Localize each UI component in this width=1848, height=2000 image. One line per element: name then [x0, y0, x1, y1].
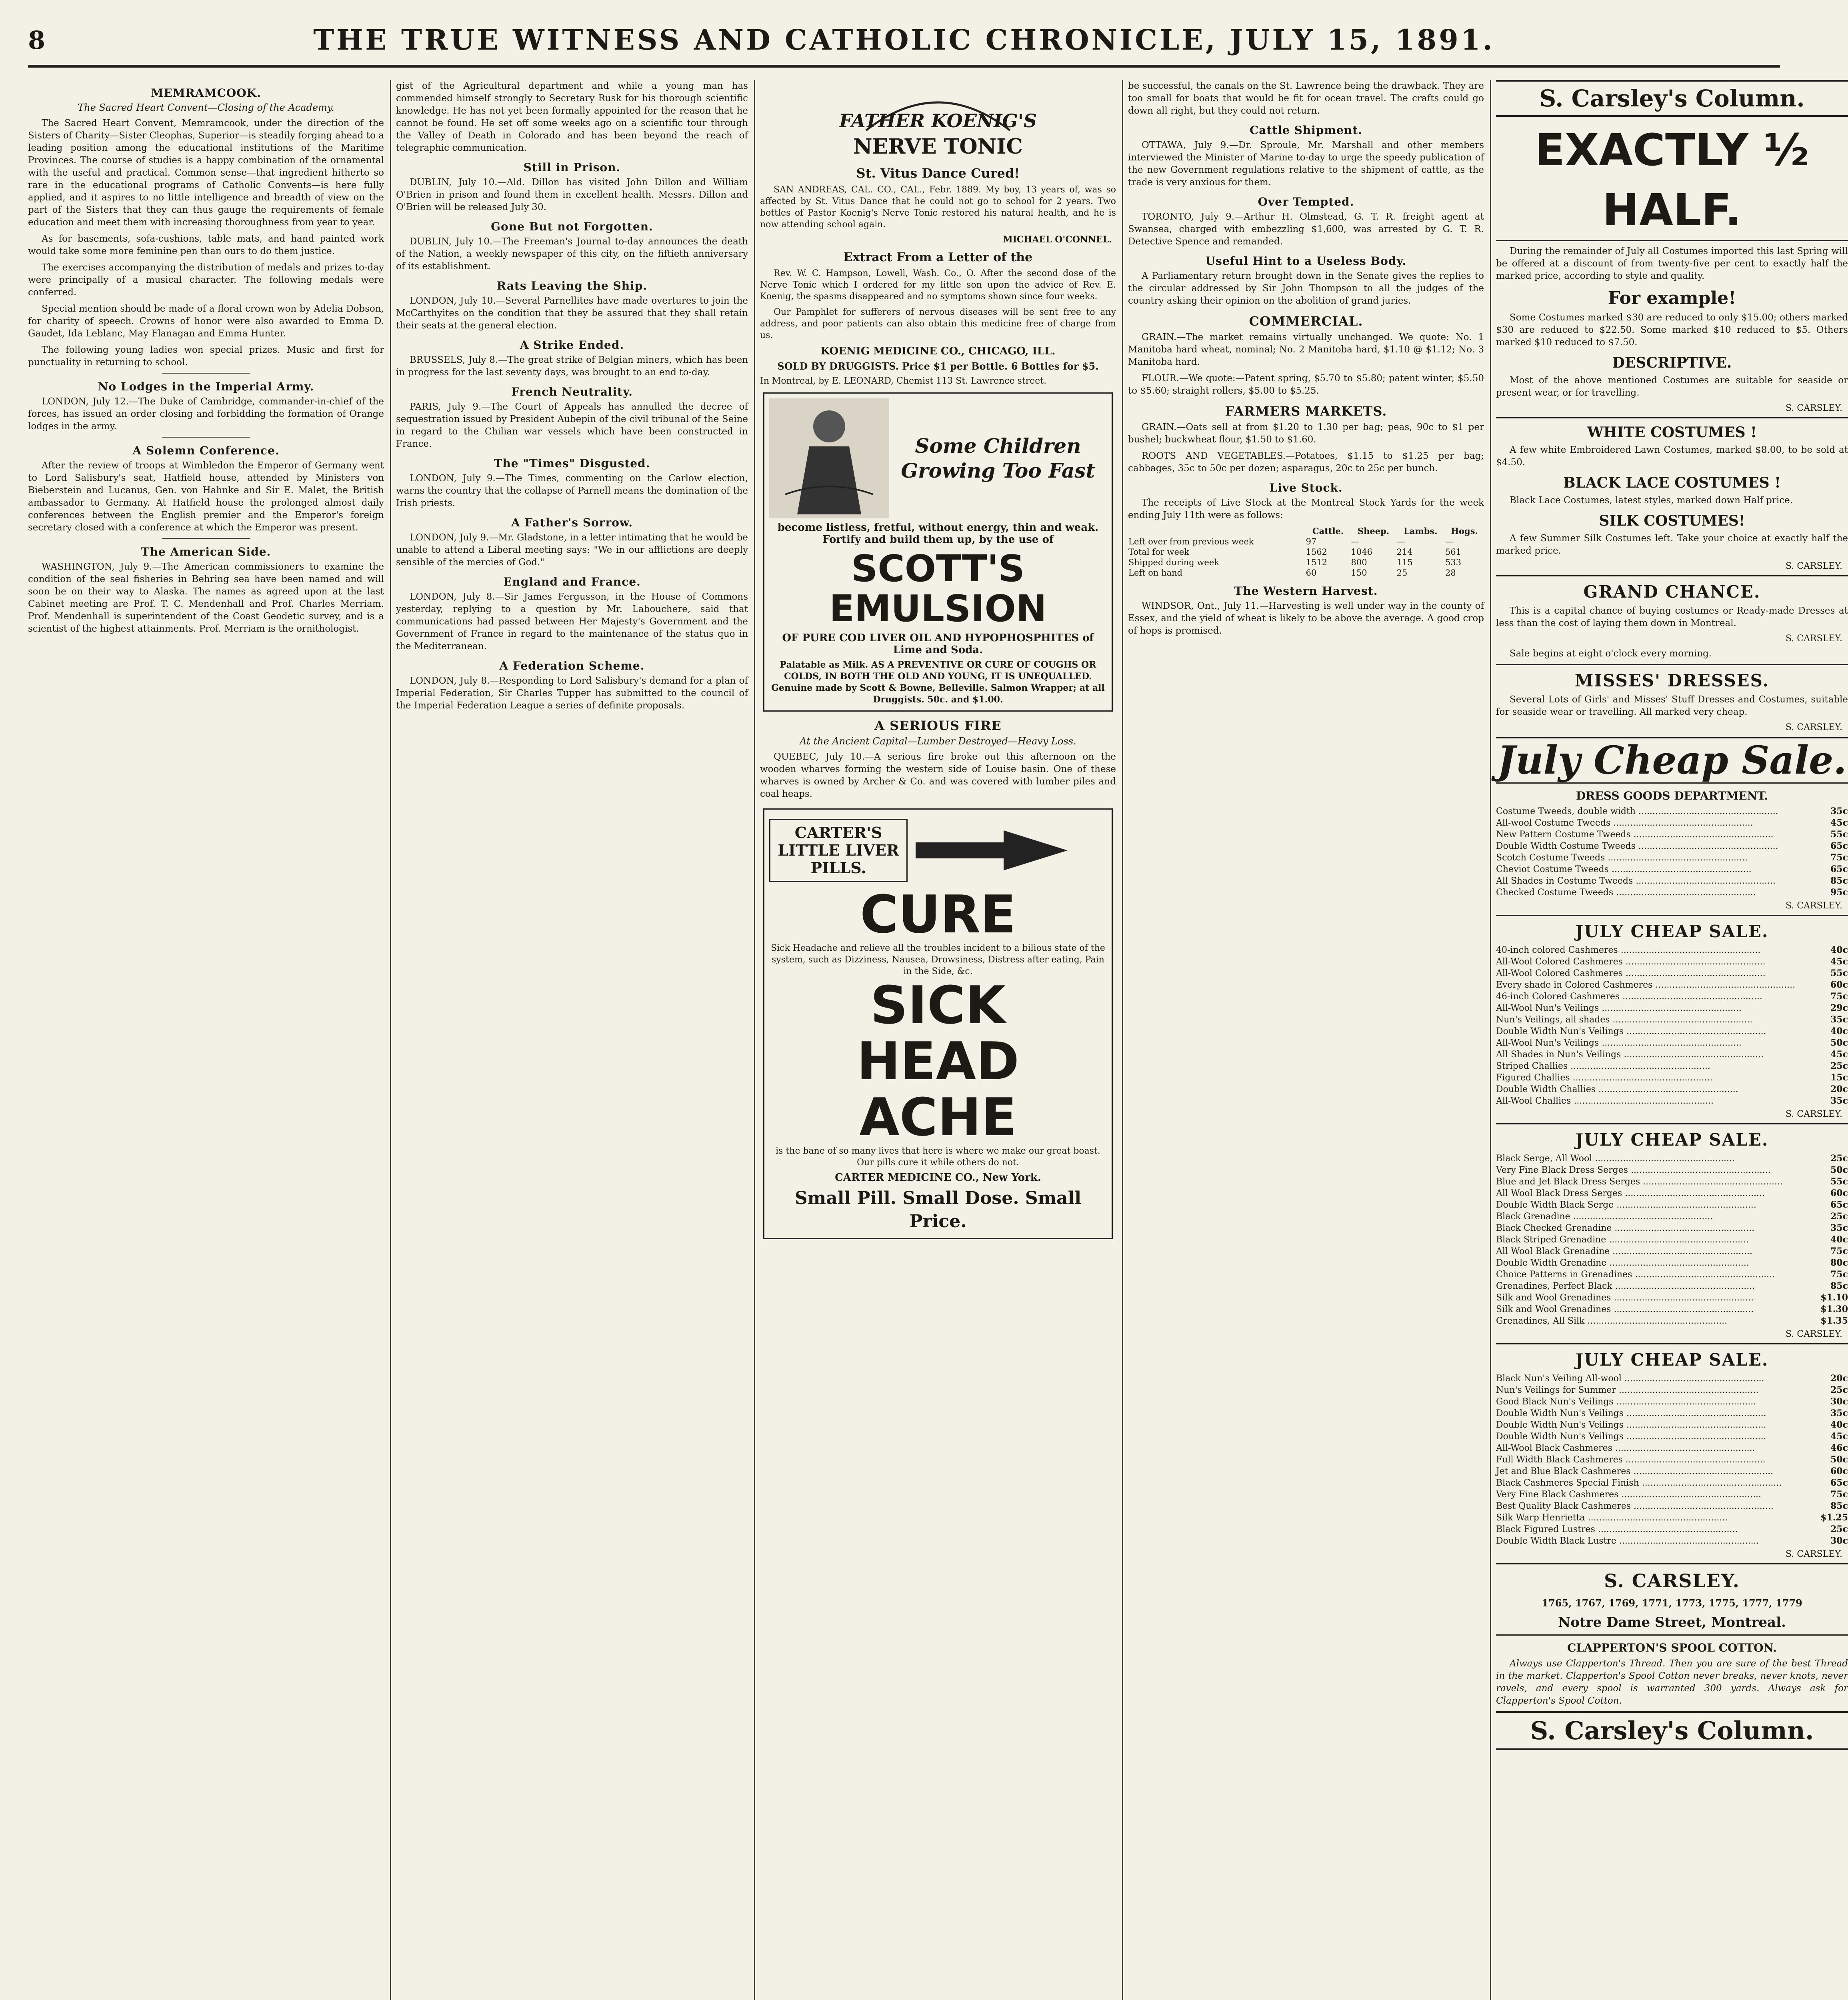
article-heading: A Federation Scheme. [499, 659, 645, 672]
list-item: Grenadines, All Silk ..... $1.35 [1496, 1315, 1848, 1327]
list-item: Every shade in Colored Cashmeres ..... 60c [1496, 979, 1848, 991]
article-text: The receipts of Live Stock at the Montreal Stock Yards for the week ending July 11th were as follows: [1128, 498, 1484, 520]
store-street: Notre Dame Street, Montreal. [1558, 1614, 1786, 1630]
article-text: QUEBEC, July 10.—A serious fire broke out this afternoon on the wooden wharves forming the western side of Louise basin. One of these wharves is owned by Archer & Co. and was covered with lumber piles and coal heaps. [760, 752, 1116, 799]
ad-text: This is a capital chance of buying costumes or Ready-made Dresses at less than the cost of laying them down in Montreal. [1496, 606, 1848, 628]
nerve-tonic-logo-icon [839, 82, 1037, 162]
article-heading: French Neutrality. [511, 385, 633, 398]
list-item: Double Width Nun's Veilings ..... 45c [1496, 1431, 1848, 1442]
ad-heading: WHITE COSTUMES ! [1587, 424, 1757, 441]
article-heading: Gone But not Forgotten. [491, 220, 653, 233]
ad-text: become listless, fretful, without energy, thin and weak. Fortify and build them up, by the use of [777, 522, 1099, 546]
ad-company: KOENIG MEDICINE CO., CHICAGO, ILL. [820, 345, 1056, 357]
store-name: S. CARSLEY. [1604, 1570, 1740, 1592]
ad-brand: SCOTT'S EMULSION [829, 547, 1047, 630]
column-5 [1496, 80, 1848, 2000]
ad-headline: Extract From a Letter of the [843, 250, 1033, 264]
list-item: All Shades in Costume Tweeds ..... 85c [1496, 875, 1848, 887]
ad-signature: S. CARSLEY. [1786, 561, 1842, 571]
price-list [1496, 1153, 1848, 1327]
article-heading: MEMRAMCOOK. [151, 86, 261, 100]
list-item: Silk and Wool Grenadines ..... $1.10 [1496, 1292, 1848, 1304]
list-item: Scotch Costume Tweeds ..... 75c [1496, 852, 1848, 864]
price-list [1496, 1373, 1848, 1547]
list-item: Grenadines, Perfect Black ..... 85c [1496, 1280, 1848, 1292]
exactly-half-banner: EXACTLY ½ HALF. [1496, 120, 1848, 241]
list-item: Black Checked Grenadine ..... 35c [1496, 1222, 1848, 1234]
ad-heading: JULY CHEAP SALE. [1575, 1350, 1769, 1370]
article-heading: The "Times" Disgusted. [494, 457, 650, 470]
article-heading: No Lodges in the Imperial Army. [98, 380, 314, 393]
table-header: Hogs. [1451, 526, 1478, 536]
ad-heading: BLACK LACE COSTUMES ! [1563, 474, 1781, 491]
list-item: 46-inch Colored Cashmeres ..... 75c [1496, 991, 1848, 1002]
list-item: All Wool Black Dress Serges ..... 60c [1496, 1188, 1848, 1199]
article-text: DUBLIN, July 10.—The Freeman's Journal to-day announces the death of the Nation, a weekly newspaper of this city, on the fiftieth anniversary of its establishment. [396, 236, 748, 272]
article-text: DUBLIN, July 10.—Ald. Dillon has visited John Dillon and William O'Brien in prison and found them in excellent health. Messrs. Dillon and O'Brien will be released July 30. [396, 177, 748, 212]
ad-text: A few white Embroidered Lawn Costumes, marked $8.00, to be sold at $4.50. [1496, 445, 1848, 468]
ad-heading: CLAPPERTON'S SPOOL COTTON. [1567, 1641, 1777, 1654]
list-item: All Wool Black Grenadine ..... 75c [1496, 1246, 1848, 1257]
list-item: Very Fine Black Cashmeres ..... 75c [1496, 1489, 1848, 1500]
column-4 [1128, 80, 1484, 2000]
article-text: WASHINGTON, July 9.—The American commissioners to examine the condition of the seal fisheries in Behring sea have been named and will soon be on their way to Alaska. The names as agreed upon at the last Cabinet meeting are Prof. T. C. Mendenhall and Prof. Charles Merriam. Prof. Mendenhall is superintendent of the Coast Geodetic survey, and is a scientist of the highest attainments. Prof. Merriam is the ornithologist. [28, 562, 384, 634]
list-item: Nun's Veilings, all shades ..... 35c [1496, 1014, 1848, 1026]
table-header: Cattle. [1312, 526, 1344, 536]
ad-footer: Small Pill. Small Dose. Small Price. [794, 1188, 1082, 1232]
list-item: Nun's Veilings for Summer ..... 25c [1496, 1384, 1848, 1396]
ad-heading: SILK COSTUMES! [1599, 512, 1745, 529]
list-item: Silk Warp Henrietta ..... $1.25 [1496, 1512, 1848, 1524]
ad-word: SICK [870, 975, 1006, 1036]
list-item: Double Width Grenadine ..... 80c [1496, 1257, 1848, 1269]
article-text: WINDSOR, Ont., July 11.—Harvesting is well under way in the county of Essex, and the yield of wheat is likely to be above the average. A good crop of hops is promised. [1128, 601, 1484, 636]
price-list [1496, 806, 1848, 898]
list-item: Black Cashmeres Special Finish ..... 65c [1496, 1477, 1848, 1489]
column-1 [28, 80, 384, 2000]
article-heading: England and France. [503, 575, 641, 588]
list-item: Very Fine Black Dress Serges ..... 50c [1496, 1164, 1848, 1176]
article-text: PARIS, July 9.—The Court of Appeals has annulled the decree of sequestration issued by President Aubepin of the civil tribunal of the Seine in regard to the Chilian war vessels which have been constructed in France. [396, 402, 748, 449]
list-item: New Pattern Costume Tweeds ..... 55c [1496, 829, 1848, 840]
divider [162, 437, 250, 438]
ad-text: Sick Headache and relieve all the troubles incident to a bilious state of the system, such as Dizziness, Nausea, Drowsiness, Distress after eating, Pain in the Side, &c. [771, 943, 1105, 976]
section-heading: COMMERCIAL. [1249, 314, 1363, 329]
article-text: LONDON, July 9.—Mr. Gladstone, in a letter intimating that he would be unable to attend a Liberal meeting says: "We in our afflictions are deeply sensible of the mercies of God." [396, 532, 748, 568]
ad-text: OF PURE COD LIVER OIL AND HYPOPHOSPHITES of Lime and Soda. [782, 632, 1094, 656]
article-text: LONDON, July 10.—Several Parnellites have made overtures to join the McCarthyites on the condition that they be assured that they shall retain their seats at the general election. [396, 296, 748, 331]
column-2 [396, 80, 748, 2000]
ad-heading: DRESS GOODS DEPARTMENT. [1576, 789, 1768, 802]
article-text: LONDON, July 8.—Sir James Fergusson, in the House of Commons yesterday, replying to a question by Mr. Labouchere, said that communications had passed between Her Majesty's Government and the Government of France in regard to the maintenance of the status quo in the Mediterranean. [396, 592, 748, 652]
ad-heading: For example! [1608, 288, 1736, 308]
ad-signature: S. CARSLEY. [1786, 403, 1842, 413]
article-heading: A Father's Sorrow. [511, 516, 633, 529]
store-street-numbers: 1765, 1767, 1769, 1771, 1773, 1775, 1777, 1779 [1542, 1597, 1802, 1609]
article-text: be successful, the canals on the St. Lawrence being the drawback. They are too small for boats that would be fit for ocean travel. The crafts could go down all right, but they could not return. [1128, 81, 1484, 116]
list-item: Striped Challies ..... 25c [1496, 1060, 1848, 1072]
article-text: The Sacred Heart Convent, Memramcook, under the direction of the Sisters of Charity—Sister Cleophas, Superior—is steadily forging ahead to a leading position among the educational institutions of the Maritime Provinces. The course of studies is a happy combination of the ornamental with the useful and practical. Common sense—that ingredient hitherto so rare in the educational programs of Catholic Convents—is here fully applied, and it aspires to no little intelligence and breadth of view on the part of the Sisters that they can thus gauge the requirements of female education and meet them with increasing thoroughness from year to year. [28, 118, 384, 228]
article-text: BRUSSELS, July 8.—The great strike of Belgian miners, which has been in progress for the last seventy days, was brought to an end to-day. [396, 355, 748, 378]
table-header: Sheep. [1357, 526, 1390, 536]
article-subheading: At the Ancient Capital—Lumber Destroyed—Heavy Loss. [800, 736, 1076, 747]
market-text: ROOTS AND VEGETABLES.—Potatoes, $1.15 to $1.25 per bag; cabbages, 35c to 50c per dozen; asparagus, 20c to 25c per bunch. [1128, 451, 1484, 474]
list-item: Blue and Jet Black Dress Serges ..... 55c [1496, 1176, 1848, 1188]
article-heading: Over Tempted. [1258, 195, 1354, 208]
masthead-rule [28, 65, 1780, 68]
article-heading: Rats Leaving the Ship. [496, 279, 648, 292]
list-item: Checked Costume Tweeds ..... 95c [1496, 887, 1848, 898]
column-divider [1122, 80, 1123, 2000]
ad-headline: Some Children Growing Too Fast [901, 434, 1095, 482]
list-item: Double Width Challies ..... 20c [1496, 1084, 1848, 1095]
list-item: Black Striped Grenadine ..... 40c [1496, 1234, 1848, 1246]
article-text: The exercises accompanying the distribution of medals and prizes to-day were principally of a musical character. The following medals were conferred. [28, 262, 384, 298]
list-item: Best Quality Black Cashmeres ..... 85c [1496, 1500, 1848, 1512]
table-row: Total for week 1562 1046 214 561 [1128, 547, 1462, 557]
list-item: Black Figured Lustres ..... 25c [1496, 1524, 1848, 1535]
list-item: All-Wool Colored Cashmeres ..... 55c [1496, 968, 1848, 979]
child-illustration-icon [769, 398, 889, 518]
list-item: All Shades in Nun's Veilings ..... 45c [1496, 1049, 1848, 1060]
market-text: FLOUR.—We quote:—Patent spring, $5.70 to $5.80; patent winter, $5.50 to $5.60; straight rollers, $5.00 to $5.25. [1128, 373, 1484, 396]
list-item: All-Wool Colored Cashmeres ..... 45c [1496, 956, 1848, 968]
list-item: Black Serge, All Wool ..... 25c [1496, 1153, 1848, 1164]
ad-company: CARTER MEDICINE CO., New York. [835, 1172, 1041, 1184]
newspaper-title: THE TRUE WITNESS AND CATHOLIC CHRONICLE, JULY 15, 1891. [313, 23, 1495, 56]
ad-text: Several Lots of Girls' and Misses' Stuff Dresses and Costumes, suitable for seaside wear or travelling. All marked very cheap. [1496, 694, 1848, 717]
list-item: Black Nun's Veiling All-wool ..... 20c [1496, 1373, 1848, 1384]
article-heading: Still in Prison. [523, 161, 621, 174]
svg-text:NERVE TONIC: NERVE TONIC [853, 134, 1023, 159]
ad-heading: MISSES' DRESSES. [1574, 671, 1770, 690]
nerve-tonic-advertisement [760, 82, 1116, 387]
section-heading: FARMERS MARKETS. [1225, 404, 1387, 419]
article-heading: The American Side. [141, 545, 271, 558]
table-header: Lambs. [1404, 526, 1438, 536]
list-item: Double Width Nun's Veilings ..... 35c [1496, 1408, 1848, 1419]
article-heading: A SERIOUS FIRE [874, 718, 1002, 733]
ad-signature: MICHAEL O'CONNEL. [1003, 234, 1112, 245]
list-item: Double Width Black Serge ..... 65c [1496, 1199, 1848, 1211]
divider [162, 373, 250, 374]
ad-text: Sale begins at eight o'clock every morning. [1510, 648, 1712, 659]
list-item: Double Width Black Lustre ..... 30c [1496, 1535, 1848, 1547]
ad-heading: JULY CHEAP SALE. [1575, 922, 1769, 941]
ad-signature: S. CARSLEY. [1786, 1109, 1842, 1119]
svg-text:FATHER KOENIG'S: FATHER KOENIG'S [839, 110, 1037, 132]
ad-text: During the remainder of July all Costumes imported this last Spring will be offered at a discount of from twenty-five per cent to exactly half the marked price, according to style and quality. [1496, 246, 1848, 281]
article-heading: The Western Harvest. [1234, 584, 1378, 598]
ad-text: Our Pamphlet for sufferers of nervous diseases will be sent free to any address, and poor patients can also obtain this medicine free of charge from us. [760, 307, 1116, 340]
list-item: Full Width Black Cashmeres ..... 50c [1496, 1454, 1848, 1466]
article-text: LONDON, July 12.—The Duke of Cambridge, commander-in-chief of the forces, has issued an order closing and forbidding the formation of Orange lodges in the army. [28, 396, 384, 432]
article-heading: Useful Hint to a Useless Body. [1205, 254, 1407, 268]
list-item: All-Wool Challies ..... 35c [1496, 1095, 1848, 1107]
list-item: All-Wool Black Cashmeres ..... 46c [1496, 1442, 1848, 1454]
ad-word: HEAD [856, 1031, 1020, 1092]
article-text: The following young ladies won special prizes. Music and first for punctuality in returning to school. [28, 345, 384, 368]
ad-agent: In Montreal, by E. LEONARD, Chemist 113 St. Lawrence street. [760, 376, 1047, 386]
article-text: As for basements, sofa-cushions, table mats, and hand painted work would take some more feminine pen than ours to do them justice. [28, 234, 384, 256]
ad-signature: S. CARSLEY. [1786, 722, 1842, 732]
ad-headline: St. Vitus Dance Cured! [856, 166, 1020, 181]
article-text: TORONTO, July 9.—Arthur H. Olmstead, G. T. R. freight agent at Swansea, charged with embezzling $1,600, was arrested by G. T. R. Detective Spence and remanded. [1128, 212, 1484, 247]
ad-heading: GRAND CHANCE. [1583, 582, 1761, 602]
livestock-table [1128, 526, 1484, 578]
list-item: Silk and Wool Grenadines ..... $1.30 [1496, 1304, 1848, 1315]
page-number: 8 [28, 26, 46, 55]
column-divider [1490, 80, 1491, 2000]
pointing-hand-icon [908, 814, 1076, 886]
market-text: GRAIN.—Oats sell at from $1.20 to 1.30 per bag; peas, 90c to $1 per bushel; buckwheat flour, $1.50 to $1.60. [1128, 422, 1484, 445]
article-heading: Cattle Shipment. [1250, 124, 1362, 137]
list-item: Good Black Nun's Veilings ..... 30c [1496, 1396, 1848, 1408]
ad-word: ACHE [859, 1087, 1017, 1148]
ad-price: SOLD BY DRUGGISTS. Price $1 per Bottle. 6 Bottles for $5. [777, 360, 1099, 372]
carters-pills-advertisement [763, 808, 1113, 1239]
list-item: Costume Tweeds, double width ..... 35c [1496, 806, 1848, 817]
table-row: Left on hand 60 150 25 28 [1128, 568, 1456, 578]
market-text: GRAIN.—The market remains virtually unchanged. We quote: No. 1 Manitoba hard wheat, nominal; No. 2 Manitoba hard, $1.10 @ $1.12; No. 3 Manitoba hard. [1128, 332, 1484, 367]
carsley-column-footer: S. Carsley's Column. [1496, 1711, 1848, 1750]
article-text: OTTAWA, July 9.—Dr. Sproule, Mr. Marshall and other members interviewed the Minister of Marine to-day to urge the speedy publication of the new Government regulations relative to the shipment of cattle, as the trade is very anxious for them. [1128, 140, 1484, 188]
article-subheading: The Sacred Heart Convent—Closing of the Academy. [78, 102, 334, 113]
ad-brand: CARTER'S LITTLE LIVER PILLS. [769, 819, 908, 882]
article-text: Special mention should be made of a floral crown won by Adelia Dobson, for charity of speech. Crowns of honor were also awarded to Emma D. Gaudet, Ida Leblanc, May Flanagan and Emma Hunter. [28, 304, 384, 339]
article-text: After the review of troops at Wimbledon the Emperor of Germany went to Lord Salisbury's seat, Hatfield house, attended by Ministers von Bieberstein and Lucanus, Gen. von Hahnke and Sir E. Malet, the British ambassador to Germany. At Hatfield house the prolonged almost daily conferences between the English premier and the Emperor's foreign secretary closed with a conference at which the Emperor was present. [28, 460, 384, 533]
ad-signature: S. CARSLEY. [1786, 1329, 1842, 1339]
ad-word: CURE [860, 884, 1016, 945]
ad-text: Black Lace Costumes, latest styles, marked down Half price. [1510, 495, 1793, 506]
list-item: Double Width Nun's Veilings ..... 40c [1496, 1419, 1848, 1431]
table-row: Shipped during week 1512 800 115 533 [1128, 558, 1462, 567]
list-item: Double Width Nun's Veilings ..... 40c [1496, 1026, 1848, 1037]
ad-heading: DESCRIPTIVE. [1612, 354, 1732, 371]
article-text: gist of the Agricultural department and while a young man has commended himself strongly to Secretary Rusk for his thorough scientific knowledge. He has not yet been formally appointed for the reason that he cannot be found. He set off some weeks ago on a scientific tour through the Valley of Death in Colorado and has been beyond the reach of telegraphic communication. [396, 81, 748, 153]
article-text: LONDON, July 9.—The Times, commenting on the Carlow election, warns the country that the collapse of Parnell means the domination of the Irish priests. [396, 473, 748, 508]
ad-text: A few Summer Silk Costumes left. Take your choice at exactly half the marked price. [1496, 533, 1848, 556]
list-item: All-Wool Nun's Veilings ..... 29c [1496, 1002, 1848, 1014]
ad-heading: JULY CHEAP SALE. [1575, 1130, 1769, 1150]
price-list [1496, 944, 1848, 1107]
list-item: Jet and Blue Black Cashmeres ..... 60c [1496, 1466, 1848, 1477]
ad-signature: S. CARSLEY. [1786, 1549, 1842, 1559]
ad-text: Most of the above mentioned Costumes are suitable for seaside or present wear, or for travelling. [1496, 375, 1848, 398]
list-item: Cheviot Costume Tweeds ..... 65c [1496, 864, 1848, 875]
scotts-emulsion-advertisement [763, 392, 1113, 712]
divider [162, 538, 250, 539]
list-item: All-Wool Nun's Veilings ..... 50c [1496, 1037, 1848, 1049]
list-item: Choice Patterns in Grenadines ..... 75c [1496, 1269, 1848, 1280]
list-item: 40-inch colored Cashmeres ..... 40c [1496, 944, 1848, 956]
list-item: Black Grenadine ..... 25c [1496, 1211, 1848, 1222]
ad-text: Rev. W. C. Hampson, Lowell, Wash. Co., O. After the second dose of the Nerve Tonic which I ordered for my little son upon the advice of Rev. E. Koenig, the spasms disappeared and no symptoms shown since four weeks. [760, 268, 1116, 302]
column-divider [390, 80, 391, 2000]
ad-text: is the bane of so many lives that here is where we make our great boast. Our pills cure it while others do not. [776, 1146, 1100, 1168]
column-3 [760, 80, 1116, 2000]
carsley-column-title: S. Carsley's Column. [1496, 80, 1848, 117]
ad-text: SAN ANDREAS, CAL. CO., CAL., Febr. 1889. My boy, 13 years of, was so affected by St. Vitus Dance that he could not go to school for 2 years. Two bottles of Pastor Koenig's Nerve Tonic restored his natural health, and he is now attending school again. [760, 185, 1116, 230]
table-row: Left over from previous week 97 — — — [1128, 537, 1454, 546]
article-text: A Parliamentary return brought down in the Senate gives the replies to the circular addressed by Sir John Thompson to all the judges of the country asking their opinion on the abolition of grand juries. [1128, 271, 1484, 306]
article-heading: Live Stock. [1269, 481, 1343, 494]
list-item: Double Width Costume Tweeds ..... 65c [1496, 840, 1848, 852]
article-heading: A Strike Ended. [520, 338, 624, 352]
article-text: LONDON, July 8.—Responding to Lord Salisbury's demand for a plan of Imperial Federation, Sir Charles Tupper has submitted to the council of the Imperial Federation League a series of definite proposals. [396, 676, 748, 711]
column-divider [754, 80, 755, 2000]
ad-signature: S. CARSLEY. [1786, 634, 1842, 644]
july-cheap-sale-banner: July Cheap Sale. [1496, 737, 1848, 784]
article-heading: A Solemn Conference. [132, 444, 280, 457]
ad-text: Some Costumes marked $30 are reduced to only $15.00; others marked $30 are reduced to $22.50. Some marked $10 reduced to $5. Others marked $10 reduced to $7.50. [1496, 312, 1848, 348]
list-item: Figured Challies ..... 15c [1496, 1072, 1848, 1084]
ad-text: Palatable as Milk. AS A PREVENTIVE OR CURE OF COUGHS OR COLDS, IN BOTH THE OLD AND YOUNG, IT IS UNEQUALLED. Genuine made by Scott & Bowne, Belleville. Salmon Wrapper; at all Druggists. 50c. and $1.00. [771, 660, 1105, 705]
ad-signature: S. CARSLEY. [1786, 901, 1842, 911]
list-item: All-wool Costume Tweeds ..... 45c [1496, 817, 1848, 829]
masthead [28, 14, 1780, 74]
ad-text: Always use Clapperton's Thread. Then you are sure of the best Thread in the market. Clapperton's Spool Cotton never breaks, never knots, never ravels, and every spool is warranted 300 yards. Always ask for Clapperton's Spool Cotton. [1496, 1658, 1848, 1706]
